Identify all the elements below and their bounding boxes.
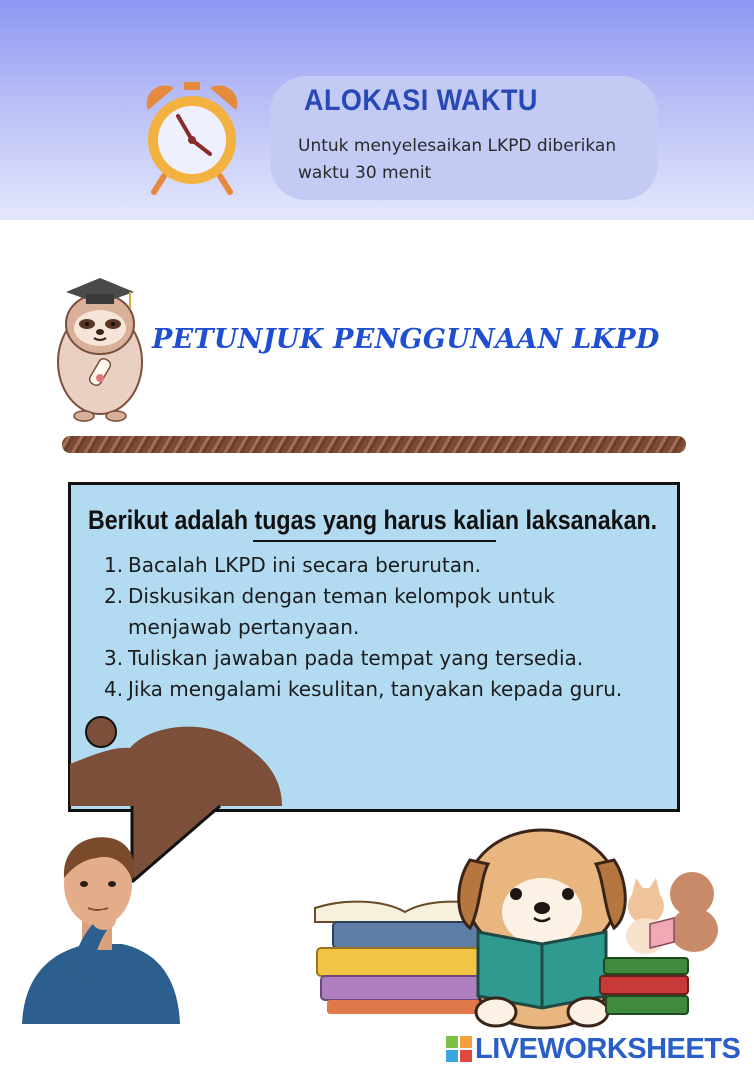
thinking-man-illustration xyxy=(18,828,184,1024)
small-book-stack-illustration xyxy=(598,950,694,1020)
task-item xyxy=(104,581,664,643)
sloth-graduate-illustration xyxy=(50,270,150,422)
task-text: Jika mengalami kesulitan, tanyakan kepada guru. xyxy=(128,677,623,701)
task-number: 2. xyxy=(104,584,124,608)
heading-underline xyxy=(253,540,496,542)
task-text: Diskusikan dengan teman kelompok untuk menjawab pertanyaan. xyxy=(128,584,555,639)
task-number: 4. xyxy=(104,677,124,701)
task-number: 1. xyxy=(104,553,124,577)
instructions-title: PETUNJUK PENGGUNAAN LKPD xyxy=(152,324,660,355)
time-allocation-title: ALOKASI WAKTU xyxy=(304,84,538,117)
alarm-clock-icon xyxy=(140,80,244,196)
liveworksheets-branding xyxy=(446,1034,740,1064)
time-allocation-text: Untuk menyelesaikan LKPD diberikan waktu 30 menit xyxy=(298,136,617,183)
task-item xyxy=(104,643,664,674)
task-list xyxy=(104,550,664,705)
task-text: Tuliskan jawaban pada tempat yang tersedia. xyxy=(128,646,584,670)
task-number: 3. xyxy=(104,646,124,670)
task-item xyxy=(104,550,664,581)
rope-divider xyxy=(62,436,686,453)
liveworksheets-logo-icon xyxy=(446,1036,472,1062)
liveworksheets-text: LIVEWORKSHEETS xyxy=(475,1032,741,1065)
cat-and-puppy-reading-illustration xyxy=(618,868,722,958)
task-heading: Berikut adalah tugas yang harus kalian laksanakan. xyxy=(88,505,658,535)
task-text: Bacalah LKPD ini secara berurutan. xyxy=(128,553,482,577)
task-item xyxy=(104,674,664,705)
